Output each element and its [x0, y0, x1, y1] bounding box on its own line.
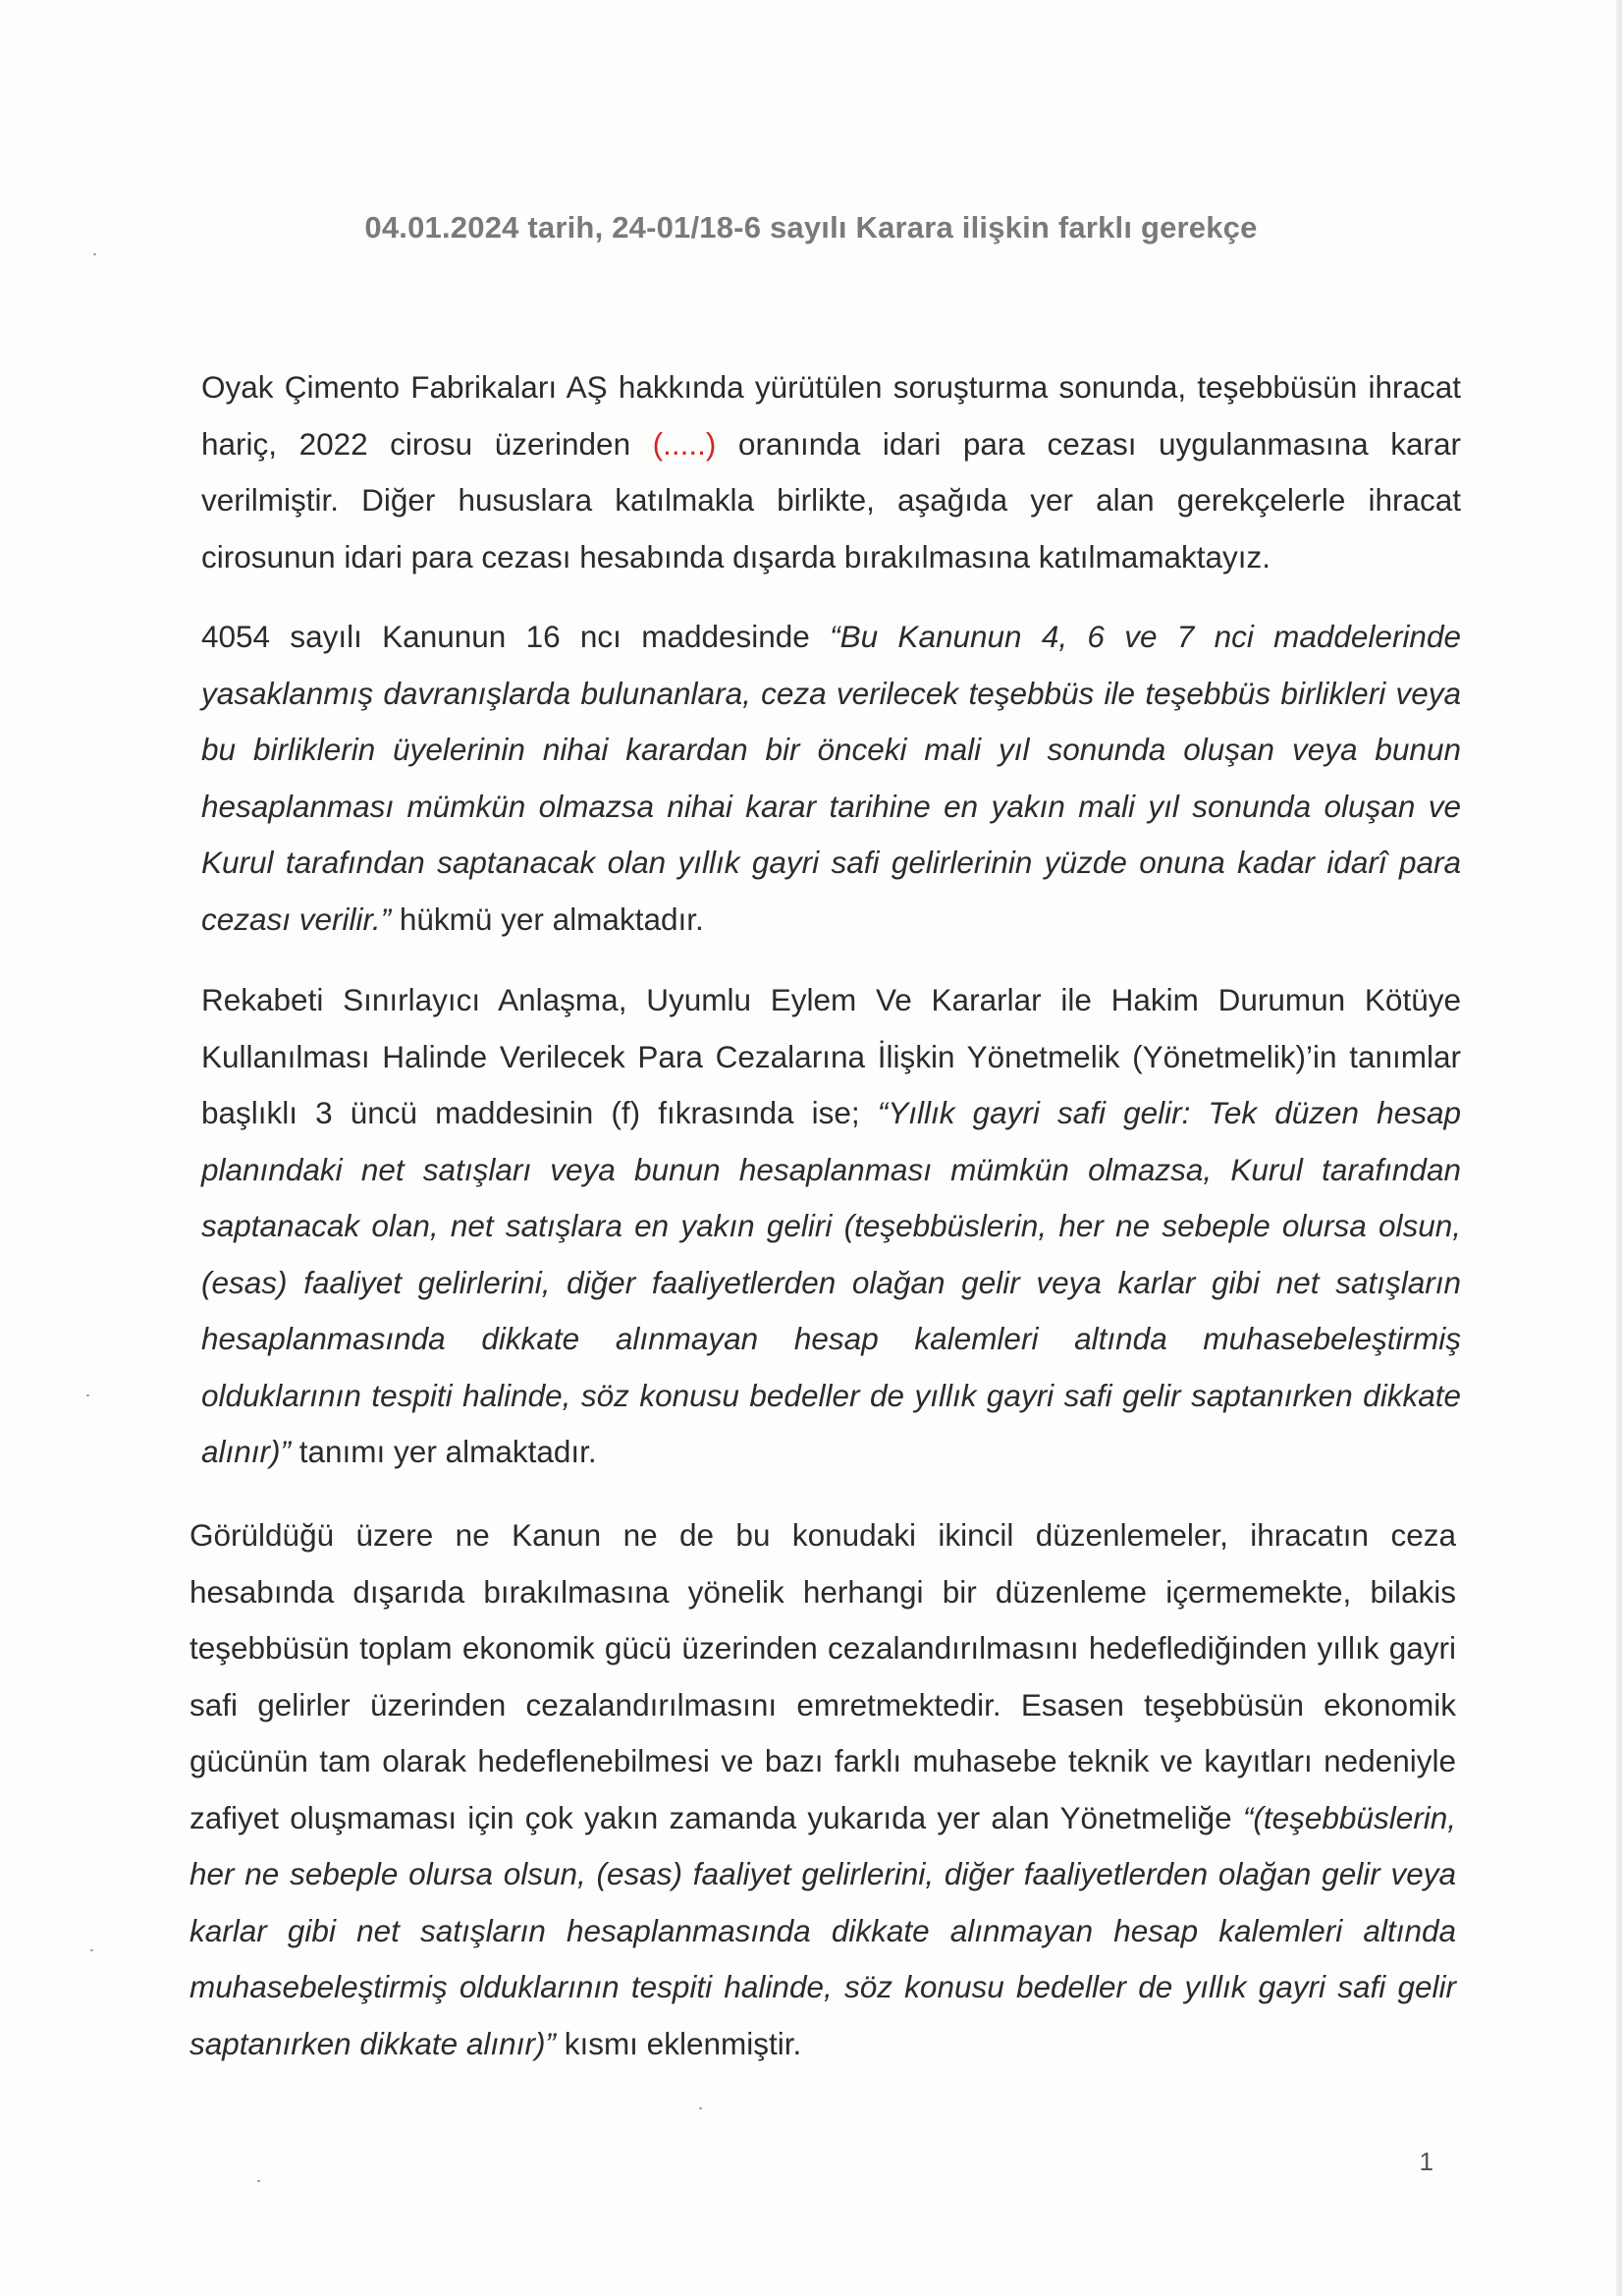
- paragraph-2-law-quote: “Bu Kanunun 4, 6 ve 7 nci maddelerinde yasaklanmış davranışlarda bulunanlara, ceza verilecek teşebbüs ile teşebbüs birlikleri veya bu birliklerin üyelerinin nihai karardan bir önceki mali yıl sonunda oluşan veya bunun hesaplanması mümkün olmazsa nihai karar tarihine en yakın mali yıl sonunda oluşan ve Kurul tarafından saptanacak olan yıllık gayri safi gelirlerinin yüzde onuna kadar idarî para cezası verilir.”: [201, 619, 1461, 937]
- scan-speck: [699, 2107, 702, 2109]
- redacted-rate: (.....): [652, 425, 717, 462]
- paragraph-3-regulation-quote: “Yıllık gayri safi gelir: Tek düzen hesap planındaki net satışları veya bunun hesaplanması mümkün olmazsa, Kurul tarafından saptanacak olan, net satışlara en yakın geliri (teşebbüslerin, her ne sebeple olursa olsun, (esas) faaliyet gelirlerini, diğer faaliyetlerden olağan gelir veya karlar gibi net satışların hesaplanmasında dikkate alınmayan hesap kalemleri altında muhasebeleştirmiş olduklarının tespiti halinde, söz konusu bedeller de yıllık gayri safi gelir saptanırken dikkate alınır)”: [201, 1095, 1462, 1469]
- paragraph-1: [201, 359, 1461, 585]
- scan-speck: [86, 1394, 89, 1396]
- scan-speck: [90, 1949, 93, 1951]
- scan-speck: [257, 2180, 260, 2182]
- paragraph-1-text-b: oranında idari para cezası uygulanmasına karar verilmiştir. Diğer hususlara katılmakla birlikte, aşağıda yer alan gerekçelerle ihracat cirosunun idari para cezası hesabında dışarda bırakılmasına katılmamaktayız.: [201, 425, 1461, 574]
- paragraph-4: [189, 1507, 1456, 2072]
- paragraph-2-text-b: hükmü yer almaktadır.: [391, 901, 704, 937]
- page-number: 1: [1419, 2147, 1433, 2176]
- paragraph-2-text-a: 4054 sayılı Kanunun 16 ncı maddesinde: [201, 619, 831, 654]
- paragraph-4-text-b: kısmı eklenmiştir.: [555, 2025, 802, 2061]
- paragraph-3-text-a: Rekabeti Sınırlayıcı Anlaşma, Uyumlu Eylem Ve Kararlar ile Hakim Durumun Kötüye Kullanılması Halinde Verilecek Para Cezalarına İlişkin Yönetmelik (Yönetmelik)’in tanımlar başlıklı 3 üncü maddesinin (f) fıkrasında ise;: [201, 982, 1461, 1130]
- document-title: 04.01.2024 tarih, 24-01/18-6 sayılı Karara ilişkin farklı gerekçe: [364, 210, 1258, 245]
- scan-speck: [93, 253, 96, 255]
- paragraph-4-text-a: Görüldüğü üzere ne Kanun ne de bu konudaki ikincil düzenlemeler, ihracatın ceza hesabında dışarıda bırakılmasına yönelik herhangi bir düzenleme içermemekte, bilakis teşebbüsün toplam ekonomik gücü üzerinden cezalandırılmasını hedeflediğinden yıllık gayri safi gelirler üzerinden cezalandırılmasını emretmektedir. Esasen teşebbüsün ekonomik gücünün tam olarak hedeflenebilmesi ve bazı farklı muhasebe teknik ve kayıtları nedeniyle zafiyet oluşmaması için çok yakın zamanda yukarıda yer alan Yönetmeliğe: [189, 1517, 1456, 1835]
- paragraph-3-text-b: tanımı yer almaktadır.: [291, 1434, 597, 1469]
- paragraph-3: [201, 972, 1461, 1481]
- paragraph-4-amendment-quote: “(teşebbüslerin, her ne sebeple olursa olsun, (esas) faaliyet gelirlerini, diğer faaliyetlerden olağan gelir veya karlar gibi net satışların hesaplanmasında dikkate alınmayan hesap kalemleri altında muhasebeleştirmiş olduklarının tespiti halinde, söz konusu bedeller de yıllık gayri safi gelir saptanırken dikkate alınır)”: [189, 1799, 1456, 2061]
- scan-edge-shadow: [1616, 0, 1622, 2296]
- paragraph-1-text-a: Oyak Çimento Fabrikaları AŞ hakkında yürütülen soruşturma sonunda, teşebbüsün ihracat hariç, 2022 cirosu üzerinden: [201, 369, 1461, 462]
- paragraph-2: [201, 609, 1461, 948]
